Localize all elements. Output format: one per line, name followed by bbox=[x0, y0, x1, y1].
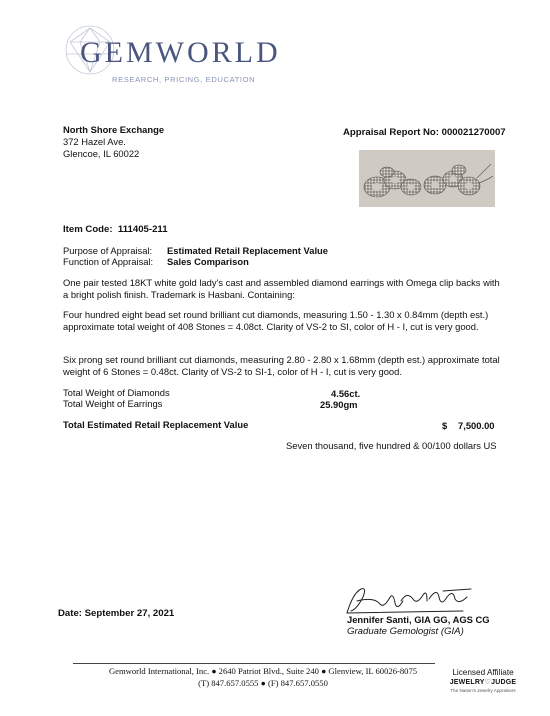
item-code-value: 111405-211 bbox=[117, 224, 168, 235]
report-number: Appraisal Report No: 000021270007 bbox=[343, 127, 506, 138]
brand-tagline: RESEARCH, PRICING, EDUCATION bbox=[112, 75, 256, 84]
signer-name: Jennifer Santi, GIA GG, AGS CG bbox=[347, 614, 490, 625]
function-value: Sales Comparison bbox=[167, 256, 249, 267]
jewelry-judge-tagline: The Nation's Jewelry Appraisers bbox=[450, 688, 516, 694]
description-paragraph-1: One pair tested 18KT white gold lady's cast and assembled diamond earrings with Omega clip backs with a bright polish finish. Trademark is Hasbani. Containing: bbox=[63, 277, 500, 300]
footer-address: Gemworld International, Inc. ● 2640 Patriot Blvd., Suite 240 ● Glenview, IL 60026-8075 bbox=[108, 666, 418, 676]
total-value-amount: 7,500.00 bbox=[458, 420, 495, 431]
client-city: Glencoe, IL 60022 bbox=[63, 148, 140, 160]
purpose-value: Estimated Retail Replacement Value bbox=[167, 245, 328, 256]
total-value-label: Total Estimated Retail Replacement Value bbox=[63, 419, 249, 430]
currency-symbol: $ bbox=[442, 420, 448, 431]
function-label: Function of Appraisal: bbox=[63, 256, 154, 267]
affiliate-block bbox=[438, 668, 528, 694]
jewelry-judge-logo: JEWELRY♡JUDGE bbox=[449, 678, 517, 686]
footer-divider bbox=[73, 663, 435, 664]
diamonds-weight-value: 4.56ct. bbox=[331, 388, 361, 399]
affiliate-label: Licensed Affiliate bbox=[452, 668, 514, 677]
client-address bbox=[63, 124, 164, 160]
diamonds-weight-label: Total Weight of Diamonds bbox=[63, 387, 170, 398]
signature bbox=[343, 583, 483, 617]
description-paragraph-3: Six prong set round brilliant cut diamonds, measuring 2.80 - 2.80 x 1.68mm (depth est.) approximate total weight of 6 Stones = 0.48ct. Clarity of VS-2 to SI-1, color of H - I, cut is very good. bbox=[63, 354, 500, 377]
earrings-weight-value: 25.90gm bbox=[320, 399, 358, 410]
brand-name: GEMWORLD bbox=[80, 36, 281, 69]
footer-phone: (T) 847.657.0555 ● (F) 847.657.0550 bbox=[198, 678, 328, 688]
earrings-weight-label: Total Weight of Earrings bbox=[63, 398, 163, 409]
total-value-words: Seven thousand, five hundred & 00/100 dollars US bbox=[286, 440, 497, 451]
item-code bbox=[63, 224, 168, 236]
purpose-label: Purpose of Appraisal: bbox=[63, 245, 153, 256]
appraisal-date: Date: September 27, 2021 bbox=[58, 608, 175, 619]
client-name: North Shore Exchange bbox=[63, 124, 165, 135]
signer-title: Graduate Gemologist (GIA) bbox=[347, 626, 464, 637]
item-code-label: Item Code: bbox=[63, 224, 113, 235]
client-street: 372 Hazel Ave. bbox=[63, 136, 126, 148]
description-paragraph-2: Four hundred eight bead set round brilliant cut diamonds, measuring 1.50 - 1.30 x 0.84mm (depth est.) approximate total weight of 408 Stones = 4.08ct. Clarity of VS-2 to SI, color of H - I, cut is very good. bbox=[63, 309, 489, 332]
earrings-photo bbox=[359, 150, 495, 207]
